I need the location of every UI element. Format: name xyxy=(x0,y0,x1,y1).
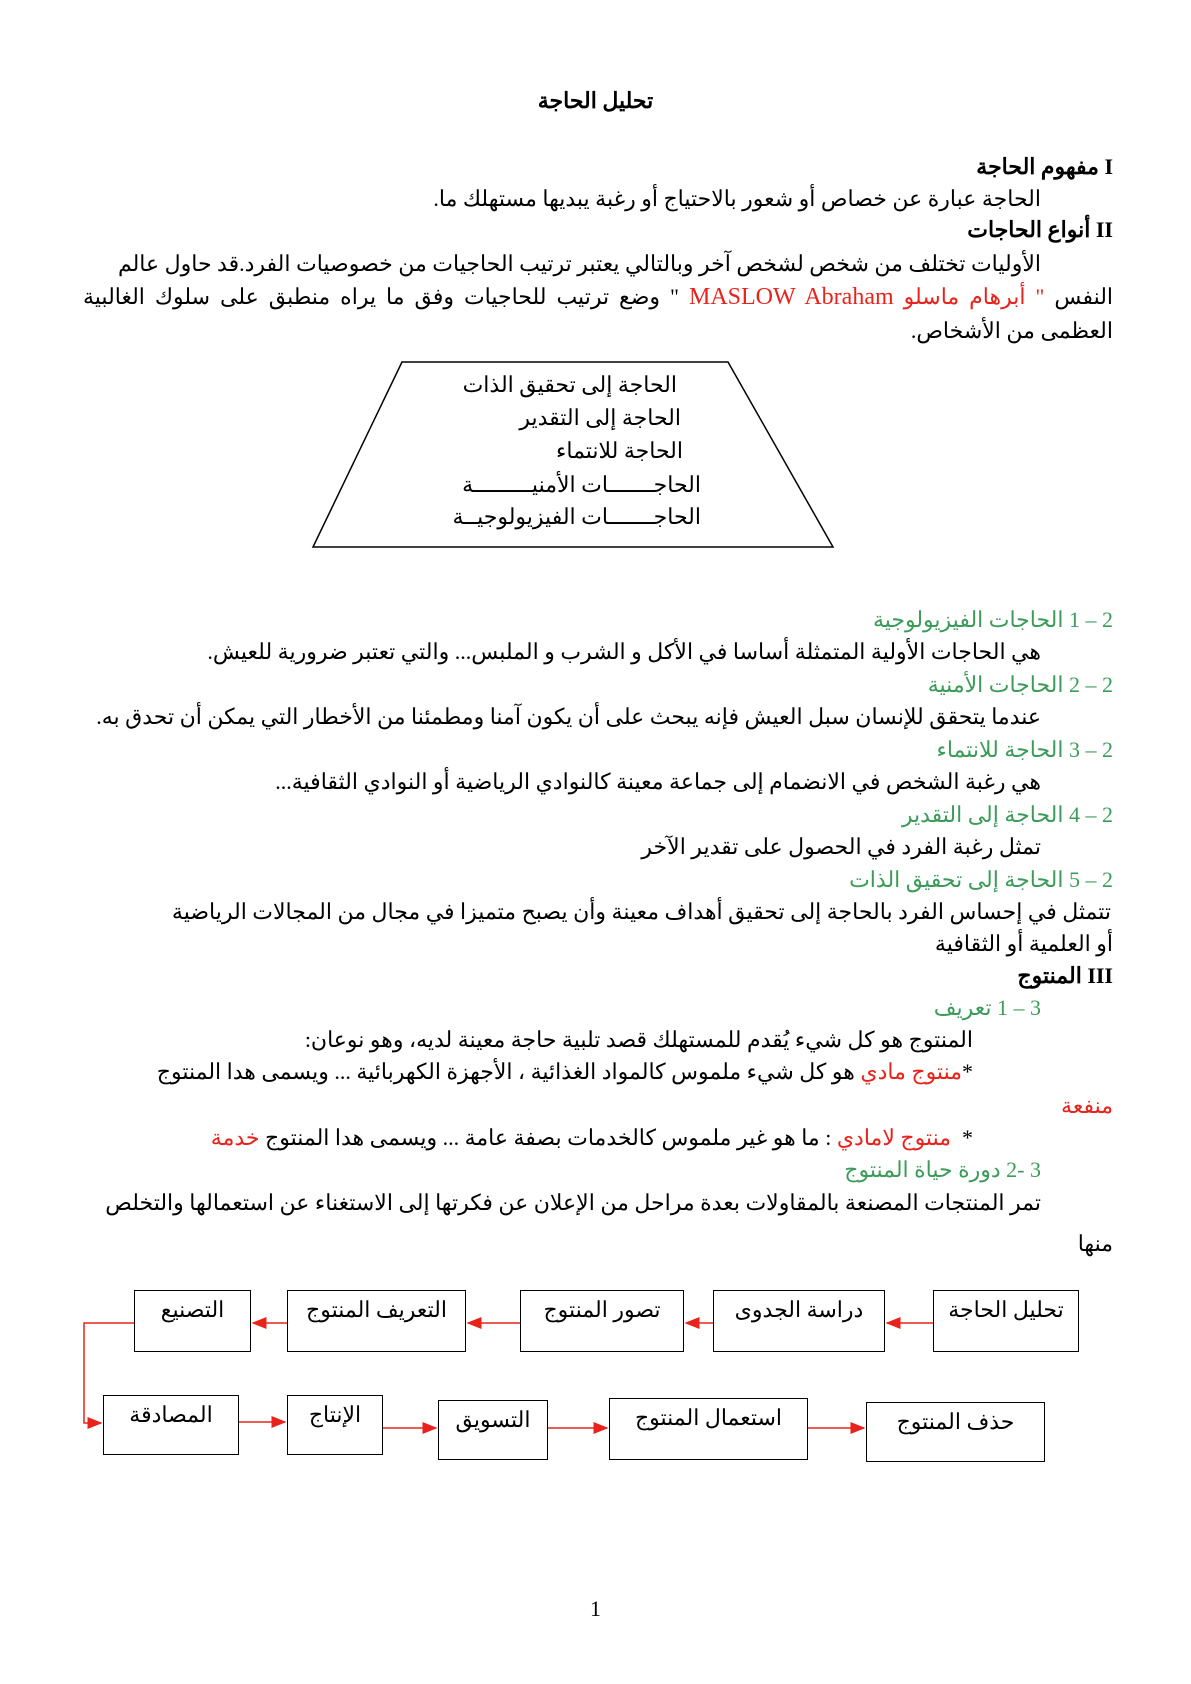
need-1-text: هي الحاجات الأولية المتمثلة أساسا في الأكل و الشرب و الملبس... والتي تعتبر ضرورية للعيش. xyxy=(207,639,1041,664)
page-title: تحليل الحاجة xyxy=(537,88,654,113)
section-2-line-1: الأوليات تختلف من شخص لشخص آخر وبالتالي يعتبر ترتيب الحاجيات من خصوصيات الفرد.قد حاول عالم xyxy=(117,251,1041,276)
flow-box-usage: استعمال المنتوج xyxy=(609,1398,808,1460)
life-cycle-text: تمر المنتجات المصنعة بالمقاولات بعدة مراحل من الإعلان عن فكرتها إلى الاستغناء عن استعمالها والتخلص xyxy=(105,1190,1041,1215)
definition-number: 3 – 1 xyxy=(997,995,1041,1020)
immaterial-product-text: : ما هو غير ملموس كالخدمات بصفة عامة ... ويسمى هدا المنتوج xyxy=(265,1125,832,1150)
need-number: 2 – 4 xyxy=(1069,802,1113,827)
bullet-star: * xyxy=(962,1125,973,1150)
flow-box-manufacturing: التصنيع xyxy=(134,1290,251,1352)
section-number: III xyxy=(1087,963,1113,988)
immaterial-product-label: منتوج لامادي xyxy=(836,1125,951,1150)
line-start: النفس xyxy=(1054,284,1114,309)
life-cycle-title: دورة حياة المنتوج xyxy=(844,1157,1001,1182)
pyramid-level-2: الحاجـــــــات الأمنيـــــــــة xyxy=(462,472,701,497)
bullet-star: * xyxy=(962,1059,973,1084)
life-cycle-number: 3 -2 xyxy=(1006,1157,1041,1182)
material-product-name: منفعة xyxy=(1061,1093,1113,1118)
flow-box-design: تصور المنتوج xyxy=(520,1290,684,1352)
life-cycle-text-2: منها xyxy=(1077,1231,1113,1256)
need-title: الحاجة إلى تحقيق الذات xyxy=(849,867,1064,892)
material-product-text: هو كل شيء ملموس كالمواد الغذائية ، الأجهزة الكهربائية ... ويسمى هدا المنتوج xyxy=(156,1059,855,1084)
section-1-text: الحاجة عبارة عن خصاص أو شعور بالاحتياج أو رغبة يبديها مستهلك ما. xyxy=(433,186,1041,211)
pyramid-level-5: الحاجة إلى تحقيق الذات xyxy=(462,372,677,397)
definition-title: تعريف xyxy=(933,995,992,1020)
maslow-quote-close: " xyxy=(670,284,689,309)
need-number: 2 – 5 xyxy=(1069,867,1113,892)
page-number: 1 xyxy=(590,1596,601,1621)
line-end: وضع ترتيب للحاجيات وفق ما يراه منطبق على سلوك الغالبية xyxy=(83,284,661,309)
need-3-text: هي رغبة الشخص في الانضمام إلى جماعة معينة كالنوادي الرياضية أو النوادي الثقافية... xyxy=(275,769,1041,794)
flow-box-need-analysis: تحليل الحاجة xyxy=(933,1290,1079,1352)
need-number: 2 – 3 xyxy=(1069,737,1113,762)
need-number: 2 – 1 xyxy=(1069,607,1113,632)
flow-box-definition: التعريف المنتوج xyxy=(287,1290,466,1352)
flow-box-removal: حذف المنتوج xyxy=(866,1402,1045,1462)
need-2-text: عندما يتحقق للإنسان سبل العيش فإنه يبحث على أن يكون آمنا ومطمئنا من الأخطار التي يمكن أن تحدق به. xyxy=(96,704,1041,729)
section-title: أنواع الحاجات xyxy=(967,217,1091,242)
need-5-text: تتمثل في إحساس الفرد بالحاجة إلى تحقيق أهداف معينة وأن يصبح متميزا في مجال من المجالات الرياضية xyxy=(171,899,1111,924)
need-title: الحاجة للانتماء xyxy=(936,737,1064,762)
flow-box-feasibility: دراسة الجدوى xyxy=(713,1290,885,1352)
definition-text: المنتوج هو كل شيء يُقدم للمستهلك قصد تلبية حاجة معينة لديه، وهو نوعان: xyxy=(304,1027,973,1052)
maslow-quote-open: " xyxy=(1025,284,1045,309)
section-number: II xyxy=(1095,217,1113,242)
need-number: 2 – 2 xyxy=(1069,672,1113,697)
section-2-line-3: العظمى من الأشخاص. xyxy=(910,318,1113,343)
maslow-latin-name: MASLOW Abraham xyxy=(688,284,894,310)
need-title: الحاجات الفيزيولوجية xyxy=(872,607,1064,632)
material-product-label: منتوج مادي xyxy=(860,1059,962,1084)
immaterial-product-name: خدمة xyxy=(210,1125,260,1150)
need-title: الحاجات الأمنية xyxy=(927,672,1064,697)
flow-box-production: الإنتاج xyxy=(287,1395,383,1455)
flow-arrow xyxy=(84,1323,134,1423)
section-number: I xyxy=(1104,154,1113,179)
pyramid-level-4: الحاجة إلى التقدير xyxy=(519,405,681,430)
section-title: مفهوم الحاجة xyxy=(976,154,1099,179)
maslow-arabic-name: أبرهام ماسلو xyxy=(903,284,1026,309)
need-5-text-2: أو العلمية أو الثقافية xyxy=(934,931,1113,956)
pyramid-level-3: الحاجة للانتماء xyxy=(556,438,683,463)
need-title: الحاجة إلى التقدير xyxy=(901,802,1064,827)
flow-box-marketing: التسويق xyxy=(438,1400,548,1460)
section-title: المنتوج xyxy=(1017,963,1082,988)
flow-box-approval: المصادقة xyxy=(103,1395,239,1455)
pyramid-level-1: الحاجـــــــات الفيزيولوجيــة xyxy=(452,504,701,529)
need-4-text: تمثل رغبة الفرد في الحصول على تقدير الآخر xyxy=(641,834,1041,859)
